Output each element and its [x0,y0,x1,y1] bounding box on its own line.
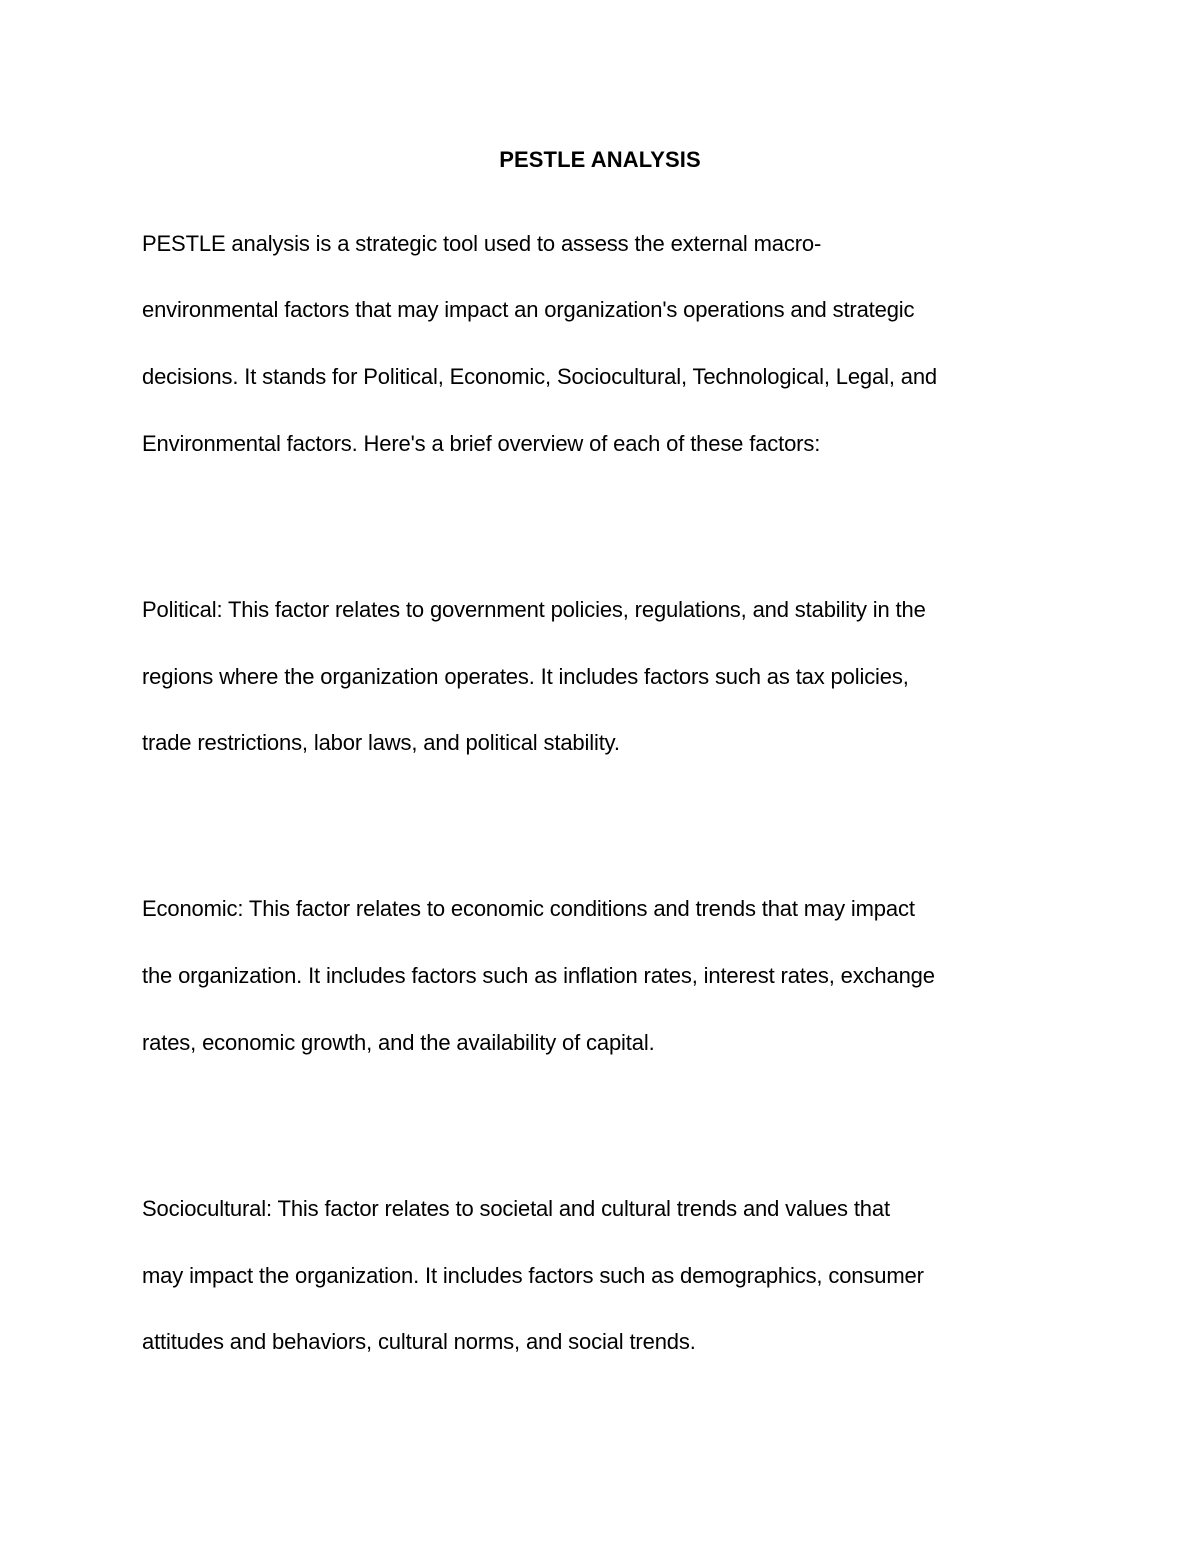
political-line-2: regions where the organization operates. It includes factors such as tax policies, [142,664,909,689]
economic-line-2: the organization. It includes factors such as inflation rates, interest rates, exchange [142,963,935,988]
intro-line-2: environmental factors that may impact an organization's operations and strategic [142,297,915,322]
intro-line-1: PESTLE analysis is a strategic tool used to assess the external macro- [142,231,822,256]
intro-line-3: decisions. It stands for Political, Economic, Sociocultural, Technological, Legal, and [142,364,938,389]
intro-line-4: Environmental factors. Here's a brief overview of each of these factors: [142,431,821,456]
political-line-3: trade restrictions, labor laws, and political stability. [142,730,620,755]
political-line-1: Political: This factor relates to government policies, regulations, and stability in the [142,597,926,622]
document-title: PESTLE ANALYSIS [499,147,701,172]
economic-line-3: rates, economic growth, and the availability of capital. [142,1030,655,1055]
sociocultural-line-1: Sociocultural: This factor relates to societal and cultural trends and values that [142,1196,890,1221]
economic-line-1: Economic: This factor relates to economic conditions and trends that may impact [142,896,915,921]
sociocultural-line-2: may impact the organization. It includes factors such as demographics, consumer [142,1263,924,1288]
sociocultural-line-3: attitudes and behaviors, cultural norms, and social trends. [142,1329,696,1354]
